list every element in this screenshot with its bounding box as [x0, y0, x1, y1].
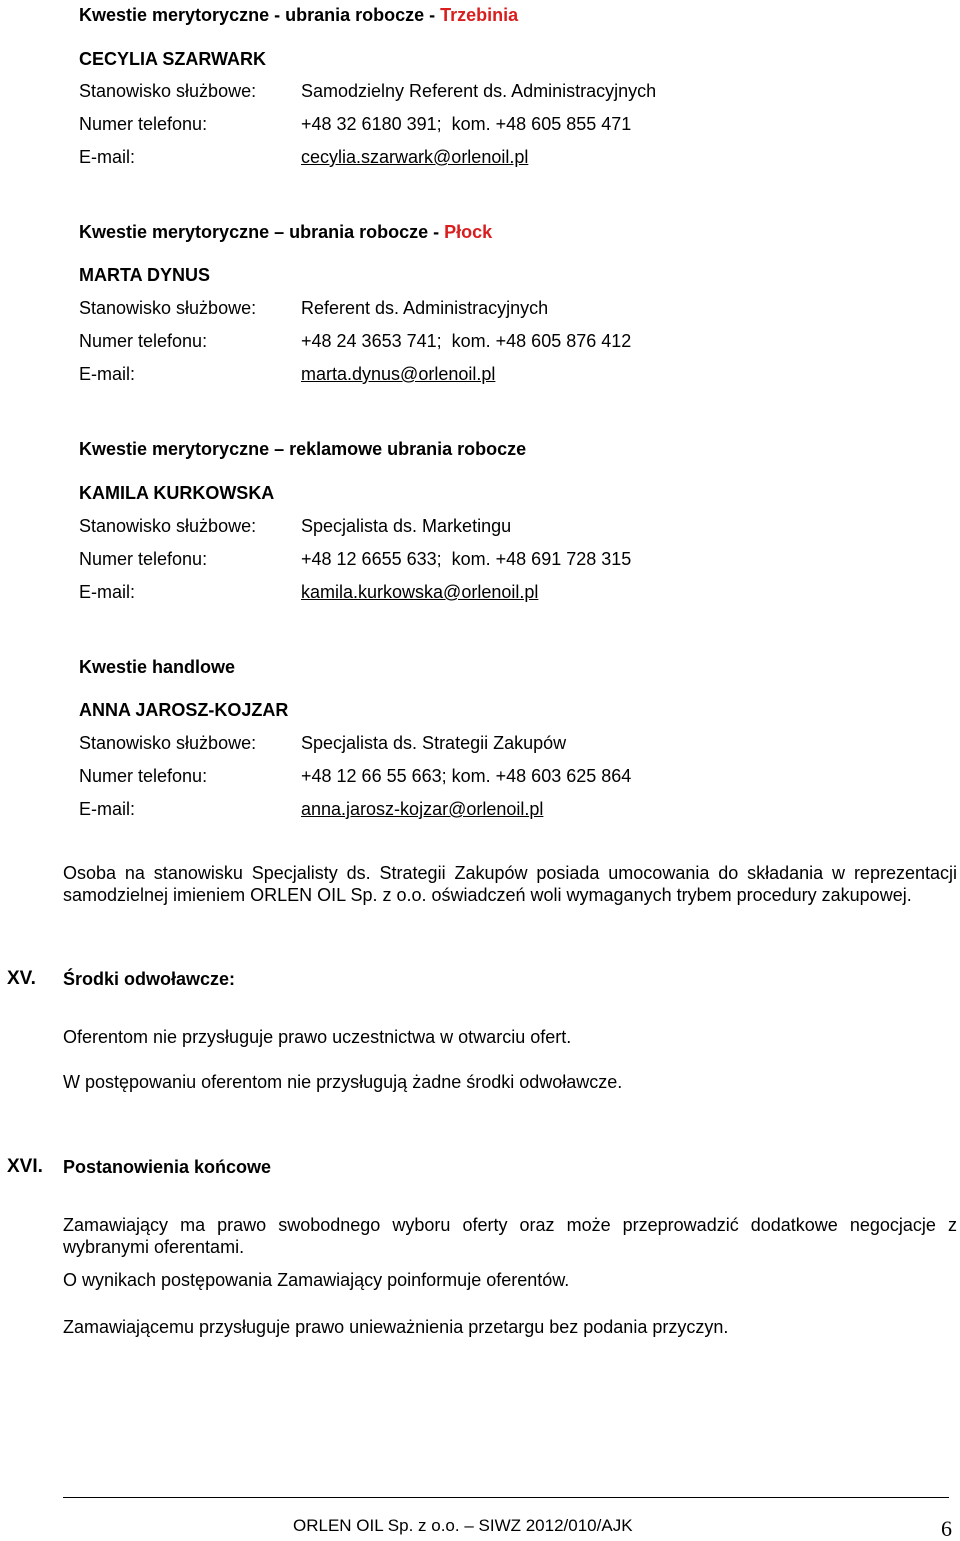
email-label: E-mail:: [79, 147, 136, 167]
email-label: E-mail:: [79, 582, 136, 602]
position-value: Specjalista ds. Marketingu: [301, 516, 512, 536]
contact-name: MARTA DYNUS: [79, 265, 210, 285]
email-link[interactable]: marta.dynus@orlenoil.pl: [301, 364, 496, 384]
email-link[interactable]: cecylia.szarwark@orlenoil.pl: [301, 147, 529, 167]
email-label: E-mail:: [79, 799, 136, 819]
position-value: Specjalista ds. Strategii Zakupów: [301, 733, 567, 753]
phone-value: +48 12 6655 633; kom. +48 691 728 315: [301, 549, 632, 569]
email-link[interactable]: anna.jarosz-kojzar@orlenoil.pl: [301, 799, 544, 819]
contact-heading: [79, 221, 492, 243]
footer-divider: [63, 1497, 949, 1498]
position-label: Stanowisko służbowe:: [79, 733, 257, 753]
position-label: Stanowisko służbowe:: [79, 516, 257, 536]
position-label: Stanowisko służbowe:: [79, 298, 257, 318]
section-xv-title: Środki odwoławcze:: [63, 969, 236, 989]
page-number: 6: [941, 1516, 952, 1541]
position-value: Referent ds. Administracyjnych: [301, 298, 549, 318]
contact-heading: Kwestie merytoryczne – reklamowe ubrania robocze: [79, 439, 527, 459]
phone-value: +48 32 6180 391; kom. +48 605 855 471: [301, 114, 632, 134]
email-label: E-mail:: [79, 364, 136, 384]
section-xv-paragraph: Oferentom nie przysługuje prawo uczestnictwa w otwarciu ofert.: [63, 1027, 572, 1047]
section-xvi-paragraph: O wynikach postępowania Zamawiający poinformuje oferentów.: [63, 1270, 570, 1290]
position-value: Samodzielny Referent ds. Administracyjnych: [301, 81, 657, 101]
email-link[interactable]: kamila.kurkowska@orlenoil.pl: [301, 582, 539, 602]
contact-heading-text: Kwestie merytoryczne - ubrania robocze -: [79, 5, 441, 25]
contact-heading-city: Trzebinia: [440, 5, 519, 25]
section-xv-number: XV.: [7, 968, 36, 989]
footer-text: ORLEN OIL Sp. z o.o. – SIWZ 2012/010/AJK: [293, 1516, 633, 1535]
section-xv-paragraph: W postępowaniu oferentom nie przysługują żadne środki odwoławcze.: [63, 1072, 623, 1092]
phone-label: Numer telefonu:: [79, 549, 208, 569]
phone-label: Numer telefonu:: [79, 331, 208, 351]
contact-heading-text: Kwestie merytoryczne – ubrania robocze -: [79, 222, 445, 242]
contact-name: ANNA JAROSZ-KOJZAR: [79, 700, 289, 720]
section-xvi-title: Postanowienia końcowe: [63, 1157, 272, 1177]
phone-label: Numer telefonu:: [79, 766, 208, 786]
contact-heading: [79, 4, 518, 26]
section-xvi-paragraph: Zamawiającemu przysługuje prawo unieważnienia przetargu bez podania przyczyn.: [63, 1317, 729, 1337]
phone-value: +48 24 3653 741; kom. +48 605 876 412: [301, 331, 632, 351]
contact-heading-city: Płock: [444, 222, 493, 242]
contact-name: KAMILA KURKOWSKA: [79, 483, 275, 503]
contact-name: CECYLIA SZARWARK: [79, 49, 267, 69]
section-xvi-paragraph: Zamawiający ma prawo swobodnego wyboru oferty oraz może przeprowadzić dodatkowe negocjacje z wybranymi oferentami.: [63, 1215, 957, 1257]
position-label: Stanowisko służbowe:: [79, 81, 257, 101]
section-xvi-number: XVI.: [7, 1156, 43, 1177]
phone-label: Numer telefonu:: [79, 114, 208, 134]
contact-heading: Kwestie handlowe: [79, 657, 236, 677]
authority-note: Osoba na stanowisku Specjalisty ds. Strategii Zakupów posiada umocowania do składania w reprezentacji samodzielnej imieniem ORLEN OIL Sp. z o.o. oświadczeń woli wymaganych trybem procedury zakupowej.: [63, 863, 957, 905]
phone-value: +48 12 66 55 663; kom. +48 603 625 864: [301, 766, 632, 786]
